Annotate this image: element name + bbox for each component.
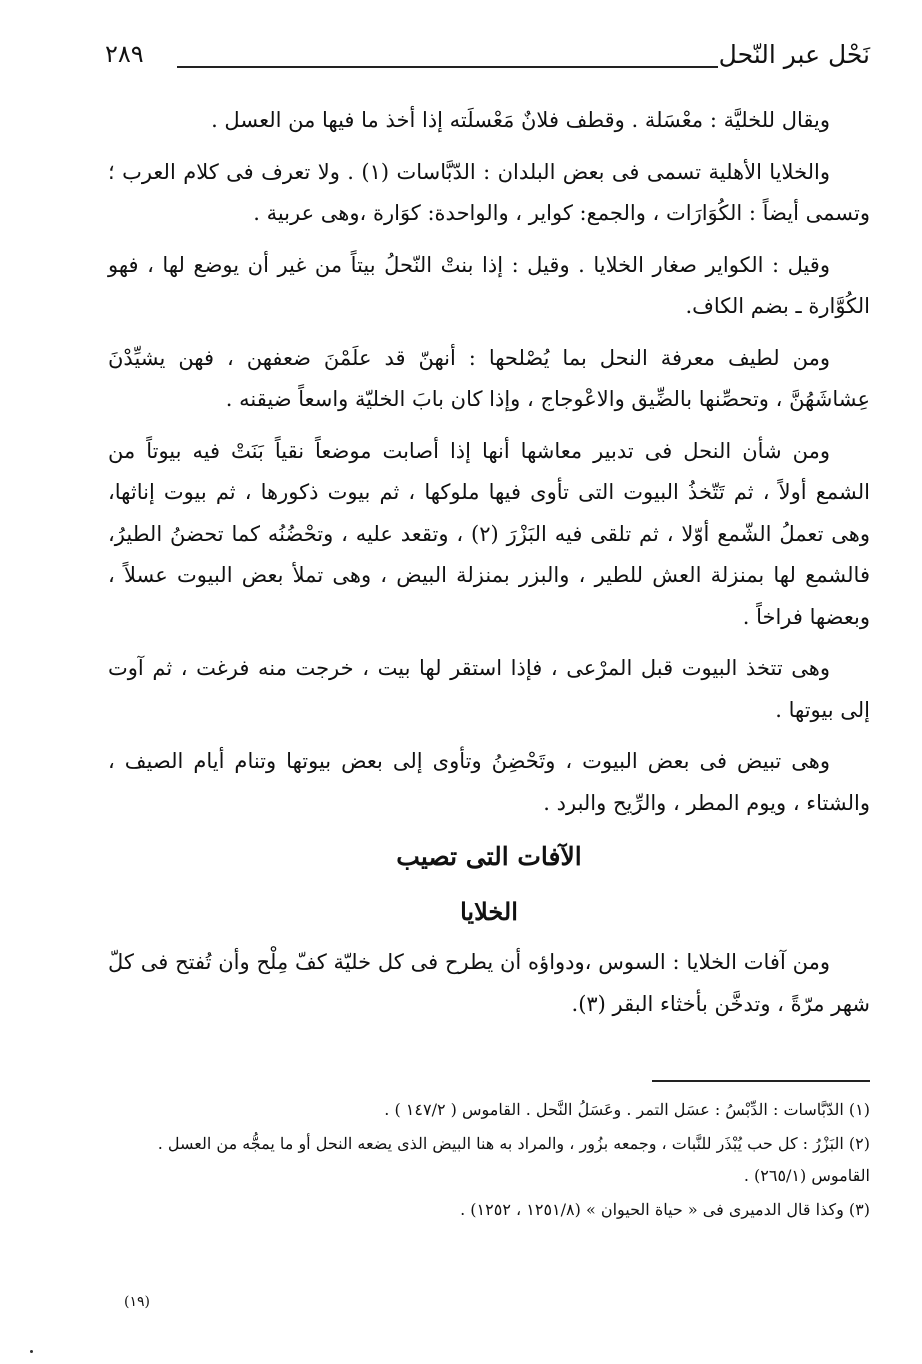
paragraph-7: وهى تبيض فى بعض البيوت ، وتَحْضِنُ وتأوى إلى بعض بيوتها وتنام أيام الصيف ، والشتاء ، ويوم المطر ، والرِّيح والبرد .: [108, 749, 870, 815]
paragraph-5: ومن شأن النحل فى تدبير معاشها أنها إذا أصابت موضعاً نقياً بَنَتْ فيه بيوتاً من الشمع أولاً ، ثم تَتّخذُ البيوت التى تأوى فيها ملوكها ، ثم بيوت ذكورها ، ثم بيوت إناثها، وهى تعملُ الشّمع أوّلا ، ثم تلقى فيه البَزْرَ (٢) ، وتقعد عليه ، وتحْضُنُه كما تحضنُ الطيرُ، فالشمع لها بمنزلة العش للطير ، والبزر بمنزلة البيض ، وهى تملأ بعض البيوت عسلاً ، وبعضها فراخاً .: [108, 438, 871, 629]
footnotes: [108, 1094, 870, 1228]
body-text: [108, 100, 870, 1035]
footnote-3: (٣) وكذا قال الدميرى فى « حياة الحيوان » (١٢٥١/٨ ، ١٢٥٢) .: [460, 1200, 870, 1219]
paragraph-1: ويقال للخليَّة : معْسَلة . وقطف فلانٌ مَعْسلَته إذا أخذ ما فيها من العسل .: [211, 108, 830, 132]
paragraph-3: وقيل : الكواير صغار الخلايا . وقيل : إذا بنتْ النّحلُ بيتاً من غير أن يوضع لها ، فهو الكُوَّارة ـ بضم الكاف.: [108, 252, 870, 318]
section-paragraph: ومن آفات الخلايا : السوس ،ودواؤه أن يطرح فى كل خليّة كفّ مِلْح وأن تُفتح فى كلّ شهر مرّةً ، وتدخَّن بأخثاء البقر (٣).: [108, 950, 870, 1016]
page-number: ٢٨٩: [105, 40, 144, 68]
section-subheading: الخلايا: [460, 897, 518, 926]
page-header: [105, 36, 870, 86]
section-heading: الآفات التى تصيب: [396, 842, 582, 871]
paragraph-6: وهى تتخذ البيوت قبل المرْعى ، فإذا استقر لها بيت ، خرجت منه فرغت ، ثم آوت إلى بيوتها .: [108, 656, 870, 722]
paragraph-2: والخلايا الأهلية تسمى فى بعض البلدان : الدّبَّاسات (١) . ولا تعرف فى كلام العرب ؛ وتسمى أيضاً : الكُوَارَات ، والجمع: كواير ، والواحدة: كوَارة ،وهى عربية .: [108, 159, 870, 225]
footnote-2: (٢) البَزْرُ : كل حب يُبْذَر للنَّبات ، وجمعه بزُور ، والمراد به هنا البيض الذى يضعه النحل أو ما يمجُّه من العسل . القاموس (٢٦٥/١) .: [157, 1134, 870, 1185]
footnote-rule: [652, 1080, 870, 1082]
scan-speck: [30, 1350, 33, 1353]
footnote-1: (١) الدّبَّاسات : الدِّبْسُ : عسَل التمر . وعَسَلُ النَّحل . القاموس ( ١٤٧/٢ ) .: [384, 1100, 870, 1119]
running-title: نَحْل عبر النّحل: [718, 40, 870, 69]
paragraph-4: ومن لطيف معرفة النحل بما يُصْلحها : أنهنّ قد علَمْنَ ضعفهن ، فهن يشيِّدْنَ عِشاشَهُنَّ ، وتحصِّنها بالضِّيق والاعْوجاج ، وإذا كان بابَ الخليّة واسعاً ضيقنه .: [108, 345, 870, 411]
header-rule: [177, 66, 718, 68]
signature-mark: (١٩): [124, 1294, 150, 1310]
